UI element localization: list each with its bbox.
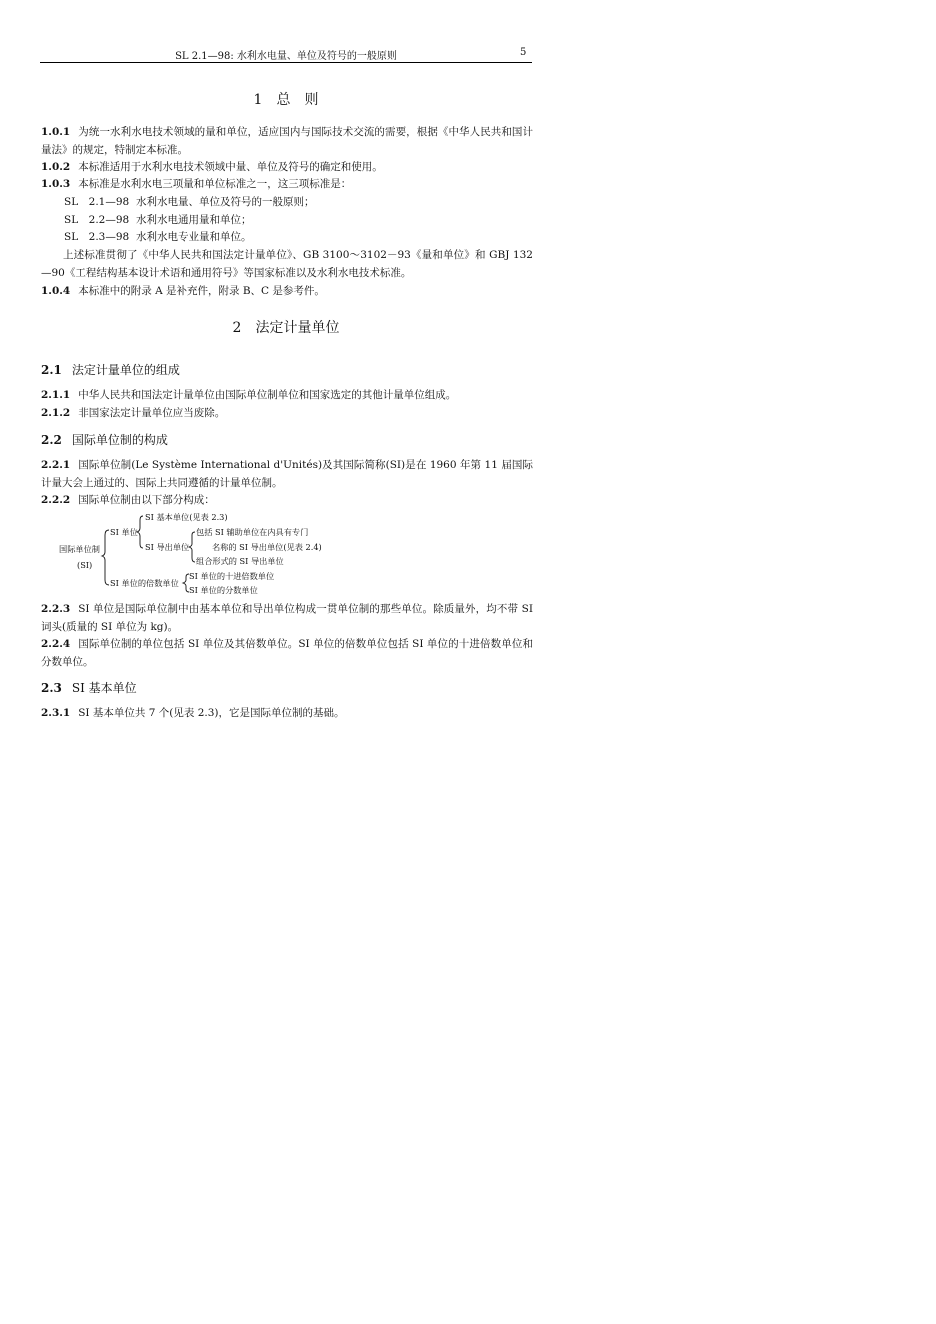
section-2-3-heading xyxy=(41,679,137,696)
clause-number: 2.2.2 xyxy=(41,494,71,506)
clause-text: 国际单位制的单位包括 SI 单位及其倍数单位。SI 单位的倍数单位包括 SI 单位的十进倍数单位和分数单位。 xyxy=(41,638,533,668)
clause-text: SI 基本单位共 7 个(见表 2.3)，它是国际单位制的基础。 xyxy=(78,707,345,719)
clause-2-3-1 xyxy=(41,705,533,723)
diagram-multiple-unit: SI 单位的倍数单位 xyxy=(110,578,179,588)
diagram-root-abbr: (SI) xyxy=(77,560,93,570)
clause-number: 1.0.1 xyxy=(41,126,71,138)
section-number: 2.1 xyxy=(41,363,62,377)
derived-brace xyxy=(189,532,195,562)
chapter-2-title: 2 法定计量单位 xyxy=(232,320,340,336)
page-number: 5 xyxy=(520,47,527,58)
standard-code: SL 2.3—98 xyxy=(64,231,130,243)
diagram-derived-special-2: 名称的 SI 导出单位(见表 2.4) xyxy=(212,542,322,552)
diagram-decimal-multiple: SI 单位的十进倍数单位 xyxy=(189,571,275,581)
standard-title: 水利水电通用量和单位； xyxy=(136,214,252,226)
clause-number: 2.2.4 xyxy=(41,638,71,650)
diagram-si-unit: SI 单位 xyxy=(110,527,138,537)
section-title: SI 基本单位 xyxy=(71,681,137,695)
chapter-1-title: 1 总 则 xyxy=(253,92,319,108)
section-title: 法定计量单位的组成 xyxy=(71,363,180,377)
diagram-derived-special-1: 包括 SI 辅助单位在内具有专门 xyxy=(196,527,309,537)
standard-code: SL 2.2—98 xyxy=(64,214,130,226)
diagram-derived-unit: SI 导出单位 xyxy=(145,542,190,552)
section-number: 2.2 xyxy=(41,433,62,447)
clause-number: 1.0.4 xyxy=(41,285,71,297)
standard-title: 水利水电专业量和单位。 xyxy=(136,231,252,243)
diagram-fraction-unit: SI 单位的分数单位 xyxy=(189,585,258,595)
clause-number: 2.2.1 xyxy=(41,459,71,471)
clause-2-2-4 xyxy=(41,636,533,671)
clause-text: 国际单位制由以下部分构成： xyxy=(78,494,215,506)
clause-number: 1.0.3 xyxy=(41,178,71,190)
diagram-root-label: 国际单位制 xyxy=(59,544,100,554)
clause-text: 中华人民共和国法定计量单位由国际单位制单位和国家选定的其他计量单位组成。 xyxy=(78,389,457,401)
clause-text: SI 单位是国际单位制中由基本单位和导出单位构成一贯单位制的那些单位。除质量外，均不带 SI 词头(质量的 SI 单位为 kg)。 xyxy=(41,603,533,633)
standard-title: 水利水电量、单位及符号的一般原则； xyxy=(136,196,315,208)
clause-text: 本标准中的附录 A 是补充件，附录 B、C 是参考件。 xyxy=(78,285,325,297)
clause-text: 非国家法定计量单位应当废除。 xyxy=(78,407,226,419)
clause-text: 本标准是水利水电三项量和单位标准之一，这三项标准是： xyxy=(78,178,352,190)
running-header-title: SL 2.1—98: 水利水电量、单位及符号的一般原则 xyxy=(175,51,397,62)
section-number: 2.3 xyxy=(41,681,62,695)
si-unit-brace xyxy=(137,516,143,548)
clause-number: 2.3.1 xyxy=(41,707,71,719)
diagram-derived-combined: 组合形式的 SI 导出单位 xyxy=(196,556,284,566)
clause-number: 1.0.2 xyxy=(41,161,71,173)
diagram-base-unit: SI 基本单位(见表 2.3) xyxy=(145,512,228,522)
clause-text: 为统一水利水电技术领域的量和单位，适应国内与国际技术交流的需要，根据《中华人民共和国计量法》的规定，特制定本标准。 xyxy=(41,126,533,156)
clause-2-2-3 xyxy=(41,601,533,636)
paragraph-standards: 上述标准贯彻了《中华人民共和国法定计量单位》、GB 3100～3102－93《量和单位》和 GBJ 132—90《工程结构基本设计术语和通用符号》等国家标准以及水利水电技术标准。 xyxy=(41,249,533,279)
root-brace xyxy=(102,530,109,585)
clause-number: 2.1.2 xyxy=(41,407,71,419)
clause-number: 2.2.3 xyxy=(41,603,71,615)
clause-text: 本标准适用于水利水电技术领域中量、单位及符号的确定和使用。 xyxy=(78,161,383,173)
clause-text: 国际单位制(Le Système International d'Unités)及其国际简称(SI)是在 1960 年第 11 届国际计量大会上通过的、国际上共同遵循的计量单位制。 xyxy=(41,459,533,489)
standard-code: SL 2.1—98 xyxy=(64,196,130,208)
section-title: 国际单位制的构成 xyxy=(71,433,168,447)
clause-number: 2.1.1 xyxy=(41,389,71,401)
